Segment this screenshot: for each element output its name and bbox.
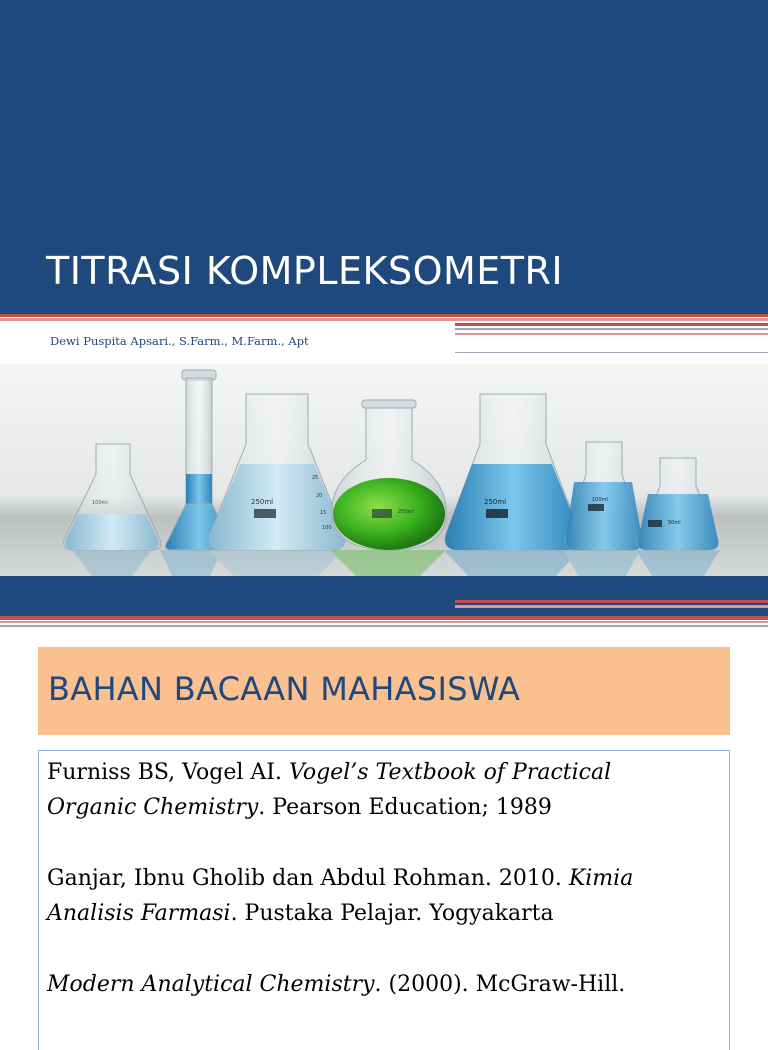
reference-title: Modern Analytical Chemistry xyxy=(47,972,375,997)
scale-mark: 20 xyxy=(316,493,323,499)
reference-1 xyxy=(47,755,611,825)
reference-text: . (2000). McGraw-Hill. xyxy=(374,972,626,997)
reference-3 xyxy=(47,967,625,1002)
references-box xyxy=(38,750,730,1050)
divider-stripe xyxy=(455,605,768,608)
reference-title: Vogel’s Textbook of Practical xyxy=(288,760,612,785)
divider-stripe xyxy=(455,328,768,330)
divider-stripe xyxy=(0,625,768,627)
flask-label: 100ml xyxy=(92,500,108,506)
author-subtitle: Dewi Puspita Apsari., S.Farm., M.Farm., Apt xyxy=(50,334,309,348)
reference-2 xyxy=(47,861,633,931)
reference-title: Organic Chemistry xyxy=(47,795,259,820)
flask-label: 50ml xyxy=(668,520,681,526)
reference-title: Analisis Farmasi xyxy=(47,901,231,926)
flask-label: 100ml xyxy=(592,497,608,503)
divider-stripe xyxy=(0,318,768,321)
flask-label: 250ml xyxy=(251,498,274,506)
slide2-title: BAHAN BACAAN MAHASISWA xyxy=(48,670,521,708)
divider-stripe xyxy=(455,352,768,353)
scale-mark: 25 xyxy=(312,475,319,481)
divider-stripe xyxy=(455,323,768,326)
divider-stripe xyxy=(0,621,768,623)
references-slide xyxy=(0,633,768,1024)
divider-stripe xyxy=(455,600,768,603)
reference-text: . Pearson Education; 1989 xyxy=(258,795,552,820)
scale-mark: 100 xyxy=(322,525,332,531)
glassware-photo xyxy=(0,364,768,576)
divider-stripe xyxy=(0,616,768,620)
reference-text: . Pustaka Pelajar. Yogyakarta xyxy=(230,901,554,926)
reference-text: Furniss BS, Vogel AI. xyxy=(47,760,289,785)
slide2-header xyxy=(38,647,730,735)
divider-stripe xyxy=(0,314,768,317)
reference-title: Kimia xyxy=(568,866,634,891)
flask-label: 250ml xyxy=(484,498,507,506)
flask-label: 250ml xyxy=(398,509,414,515)
scale-mark: 15 xyxy=(320,510,327,516)
reference-text: Ganjar, Ibnu Gholib dan Abdul Rohman. 2010. xyxy=(47,866,569,891)
slide-title: TITRASI KOMPLEKSOMETRI xyxy=(46,249,564,293)
bottom-band xyxy=(0,576,768,616)
divider-stripe xyxy=(455,333,768,335)
